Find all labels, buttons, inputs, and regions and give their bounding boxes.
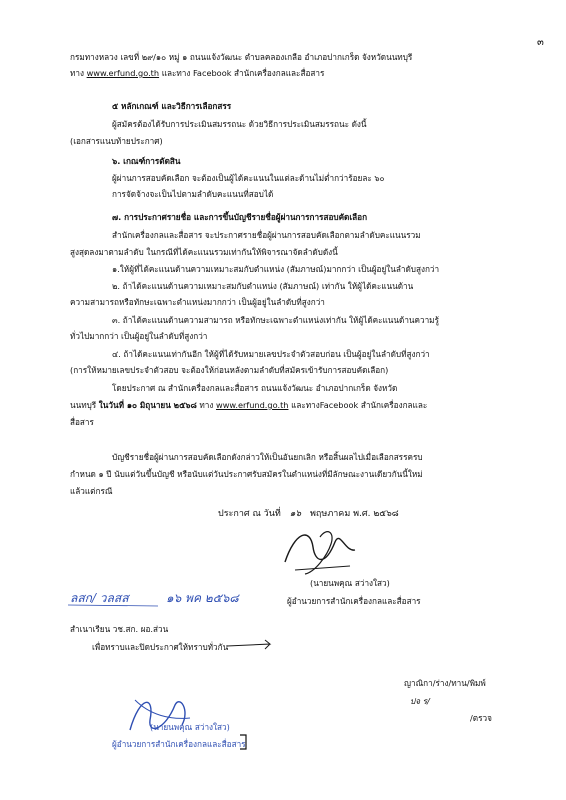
announce-line-2-prefix: นนทบุรี bbox=[70, 400, 97, 410]
announce-line-2-suffix: และทางFacebook สำนักเครื่องกลและ bbox=[291, 400, 428, 410]
signing-month-year: พฤษภาคม พ.ศ. ๒๕๖๘ bbox=[310, 509, 399, 519]
section-7-p1-line-2: สูงสุดลงมาตามลำดับ ในกรณีที่ได้คะแนนรวมเท่ากันให้พิจารณาจัดลำดับดังนี้ bbox=[70, 247, 338, 257]
section-6-title: ๖. เกณฑ์การตัดสิน bbox=[112, 156, 181, 166]
signer-name: (นายนพคุณ สว่างใสว) bbox=[310, 578, 390, 588]
section-5-title: ๕ หลักเกณฑ์ และวิธีการเลือกสรร bbox=[112, 101, 232, 111]
closing-line-1: บัญชีรายชื่อผู้ผ่านการสอบคัดเลือกดังกล่าวให้เป็นอันยกเลิก หรือสิ้นผลไปเมื่อเลือกสรรครบ bbox=[112, 452, 423, 462]
signer-title: ผู้อำนวยการสำนักเครื่องกลและสื่อสาร bbox=[287, 596, 421, 606]
header-website-link[interactable]: www.erfund.go.th bbox=[86, 68, 160, 78]
section-6-line-1: ผู้ผ่านการสอบคัดเลือก จะต้องเป็นผู้ได้คะแนนในแต่ละด้านไม่ต่ำกว่าร้อยละ ๖๐ bbox=[112, 173, 385, 183]
typist-line-1: ญาณิกา/ร่าง/ทาน/พิมพ์ bbox=[404, 678, 486, 688]
page-number: ๓ bbox=[537, 37, 544, 48]
section-7-announce-line-2 bbox=[70, 400, 427, 410]
section-7-item-4-line-1: ๔. ถ้าได้คะแนนเท่ากันอีก ให้ผู้ที่ได้รับหมายเลขประจำตัวสอบก่อน เป็นผู้อยู่ในลำดับที่สูงกว่า bbox=[112, 349, 430, 359]
svg-text:๑๖ พค ๒๕๖๘: ๑๖ พค ๒๕๖๘ bbox=[166, 591, 239, 605]
section-7-item-3-line-2: ทั่วไปมากกว่า เป็นผู้อยู่ในลำดับที่สูงกว่า bbox=[70, 331, 208, 341]
section-7-item-4-line-2: (การให้หมายเลขประจำตัวสอบ จะต้องให้ก่อนหลังตามลำดับที่สมัครเข้ารับการสอบคัดเลือก) bbox=[70, 365, 389, 375]
distribution-line-1: สำเนาเรียน วช.สก. ผอ.ส่วน bbox=[70, 624, 169, 634]
header-line-1: กรมทางหลวง เลขที่ ๒๙/๑๐ หมู่ ๑ ถนนแจ้งวัฒนะ ตำบลคลองเกลือ อำเภอปากเกร็ด จังหวัดนนทบุรี bbox=[70, 52, 413, 62]
header-line-2-prefix: ทาง bbox=[70, 68, 84, 78]
announce-website-link[interactable]: www.erfund.go.th bbox=[216, 400, 289, 410]
stamp-title: ผู้อำนวยการสำนักเครื่องกลและสื่อสาร bbox=[112, 739, 246, 749]
section-7-announce-line-3: สื่อสาร bbox=[70, 417, 94, 427]
closing-line-3: แล้วแต่กรณี bbox=[70, 486, 113, 496]
section-6-line-2: การจัดจ้างจะเป็นไปตามลำดับคะแนนที่สอบได้ bbox=[112, 189, 274, 199]
distribution-line-2: เพื่อทราบและปิดประกาศให้ทราบทั่วกัน bbox=[92, 642, 229, 652]
typist-initials: ปจ ร/ bbox=[410, 696, 430, 706]
header-line-2-suffix: และทาง Facebook สำนักเครื่องกลและสื่อสาร bbox=[161, 68, 325, 78]
typist-check: /ตรวจ bbox=[470, 713, 492, 723]
announce-line-2-mid: ทาง bbox=[199, 400, 214, 410]
section-5-line-1: ผู้สมัครต้องได้รับการประเมินสมรรถนะ ด้วยวิธีการประเมินสมรรถนะ ดังนี้ bbox=[112, 119, 367, 129]
section-5-line-2: (เอกสารแนบท้ายประกาศ) bbox=[70, 136, 163, 146]
header-line-2 bbox=[70, 68, 324, 78]
signing-date bbox=[218, 509, 399, 519]
section-7-announce-line-1: โดยประกาศ ณ สำนักเครื่องกลและสื่อสาร ถนนแจ้งวัฒนะ อำเภอปากเกร็ด จังหวัด bbox=[112, 383, 398, 393]
section-7-item-2-line-1: ๒. ถ้าได้คะแนนด้านความเหมาะสมกับตำแหน่ง (สัมภาษณ์) เท่ากัน ให้ผู้ได้คะแนนด้าน bbox=[112, 281, 414, 291]
stamp-bracket-icon bbox=[238, 733, 252, 751]
signing-day: ๑๖ bbox=[289, 509, 302, 519]
announce-date: ในวันที่ ๑๐ มิถุนายน ๒๕๖๘ bbox=[98, 400, 197, 410]
stamp-signature bbox=[120, 690, 200, 740]
signing-prefix: ประกาศ ณ วันที่ bbox=[218, 509, 281, 519]
handwritten-reference bbox=[68, 586, 288, 608]
stamp-name: (นายนพคุณ สว่างใสว) bbox=[150, 722, 230, 732]
section-7-title: ๗. การประกาศรายชื่อ และการขึ้นบัญชีรายชื่อผู้ผ่านการการสอบคัดเลือก bbox=[112, 212, 368, 222]
section-7-item-2-line-2: ความสามารถหรือทักษะเฉพาะตำแหน่งมากกว่า เป็นผู้อยู่ในลำดับที่สูงกว่า bbox=[70, 297, 325, 307]
section-7-item-3-line-1: ๓. ถ้าได้คะแนนด้านความสามารถ หรือทักษะเฉพาะตำแหน่งเท่ากัน ให้ผู้ได้คะแนนด้านความรู้ bbox=[112, 315, 439, 325]
section-7-p1-line-1: สำนักเครื่องกลและสื่อสาร จะประกาศรายชื่อผู้ผ่านการสอบคัดเลือกตามลำดับคะแนนรวม bbox=[112, 230, 421, 240]
director-signature bbox=[265, 522, 375, 577]
closing-line-2: กำหนด ๑ ปี นับแต่วันขึ้นบัญชี หรือนับแต่วันประกาศรับสมัครในตำแหน่งที่มีลักษณะงานเดียวกันนี้ใหม่ bbox=[70, 469, 423, 479]
section-7-item-1: ๑.ให้ผู้ที่ได้คะแนนด้านความเหมาะสมกับตำแหน่ง (สัมภาษณ์)มากกว่า เป็นผู้อยู่ในลำดับสูงกว่า bbox=[112, 264, 440, 274]
svg-text:ลสก/ วลสส: ลสก/ วลสส bbox=[70, 591, 129, 605]
arrow-scribble-icon bbox=[225, 636, 285, 656]
